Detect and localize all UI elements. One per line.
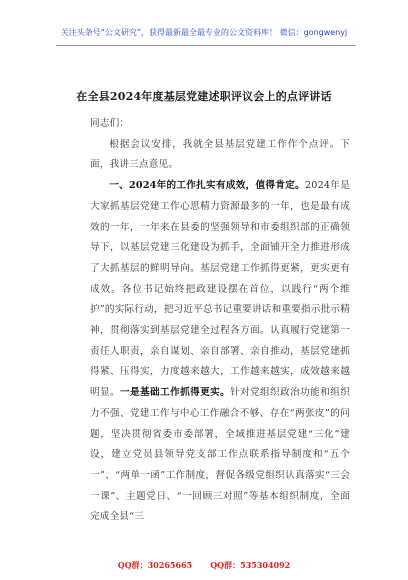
qq-group-1: QQ群：30265665 — [117, 560, 193, 570]
qq-group-2: QQ群：535304092 — [210, 560, 291, 570]
section-1-point-1: 一是基础工作抓得更实。 — [120, 387, 231, 399]
intro-paragraph: 根据会议安排，我就全县基层党建工作作个点评。下面，我讲三点意见。 — [90, 138, 350, 171]
section-1-text-b: 针对党组织政治功能和组织力不强、党建工作与中心工作融合不够、存在“两张皮”的问题，坚决贯彻省委市委部署，全域推进基层党建“三化”建设，建立党员县领导党支部工作点联系指导制度和“五个一”、“两单一函”工作制度，督促各级党组织认真落实“三会一课”、主题党日、“一回顾三对照”等基本组织制度，全面完成全县“三 — [90, 387, 351, 523]
section-1-paragraph — [90, 176, 350, 528]
document-body — [90, 114, 350, 528]
document-title: 在全县2024年度基层党建述职评议会上的点评讲话 — [76, 90, 332, 103]
footer-contact — [0, 560, 408, 571]
section-1-heading: 一、2024年的工作扎实有成效，值得肯定。 — [109, 180, 305, 192]
section-1-text-a: 2024年是大家抓基层党建工作心思精力资源最多的一年，也是最有成效的一年，一年来在县委的坚强领导和市委组织部的正确领导下，以基层党建三化建设为抓手，全面铺开全力推进形成了大抓基层的鲜明导向。基层党建工作抓得更紧，更实更有成效。各位书记始终把政建设摆在首位，以践行“两个维护”的实际行动，把习近平总书记重要讲话和重要指示批示精神，贯彻落实到基层党建全过程各方面。认真履行党建第一责任人职责，亲自谋划、亲自部署、亲自推动，基层党建抓得紧、压得实，力度越来越大，工作越来越实，成效越来越明显。 — [90, 180, 350, 399]
salutation: 同志们： — [90, 118, 130, 129]
header-notice: 关注头条号“公文研究”，获得最新最全最专业的公文资料库！ 微信：gongwenyj — [60, 28, 348, 37]
header-divider — [56, 45, 356, 46]
